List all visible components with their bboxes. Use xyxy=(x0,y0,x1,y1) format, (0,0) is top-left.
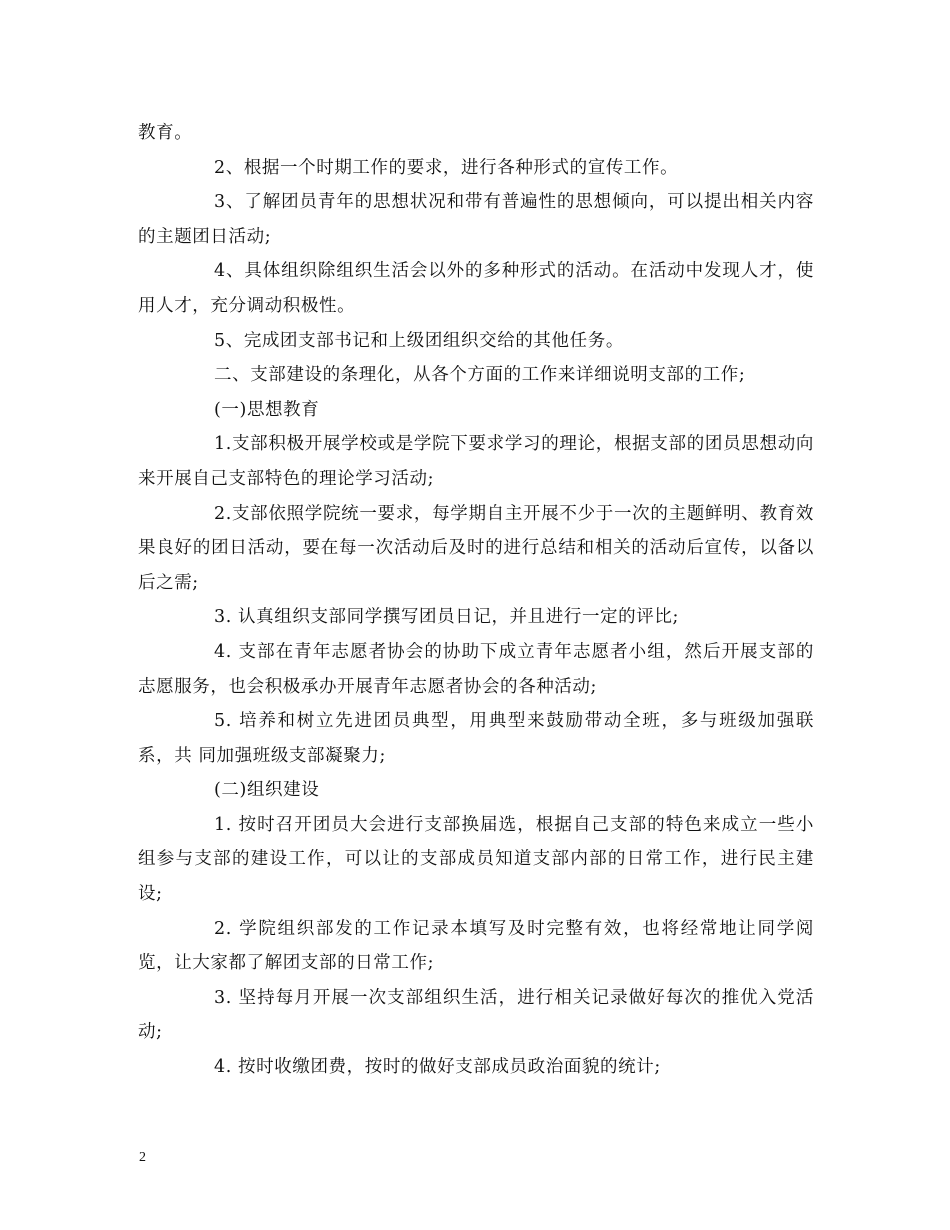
paragraph: 教育。 xyxy=(138,123,193,143)
paragraph: 5、完成团支部书记和上级团组织交给的其他任务。 xyxy=(214,330,624,351)
paragraph: 1. 按时召开团员大会进行支部换届选，根据自己支部的特色来成立一些小组参与支部的建设工作，可以让的支部成员知道支部内部的日常工作，进行民主建设; xyxy=(138,814,814,905)
paragraph: 3. 认真组织支部同学撰写团员日记，并且进行一定的评比; xyxy=(214,607,679,628)
paragraph: 2.支部依照学院统一要求，每学期自主开展不少于一次的主题鲜明、教育效果良好的团日活动，要在每一次活动后及时的进行总结和相关的活动后宣传，以备以后之需; xyxy=(138,503,814,593)
paragraph: 1.支部积极开展学校或是学院下要求学习的理论，根据支部的团员思想动向来开展自己支部特色的理论学习活动; xyxy=(138,434,814,489)
paragraph: 2、根据一个时期工作的要求，进行各种形式的宣传工作。 xyxy=(214,157,679,178)
document-body xyxy=(138,116,814,1085)
subsection-heading: (一)思想教育 xyxy=(214,399,320,420)
paragraph: 3、了解团员青年的思想状况和带有普遍性的思想倾向，可以提出相关内容的主题团日活动; xyxy=(138,192,814,247)
page-number: 2 xyxy=(139,1150,146,1165)
subsection-heading: (二)组织建设 xyxy=(214,780,320,801)
paragraph: 3. 坚持每月开展一次支部组织生活，进行相关记录做好每次的推优入党活动; xyxy=(138,987,814,1043)
paragraph: 2. 学院组织部发的工作记录本填写及时完整有效，也将经常地让同学阅览，让大家都了解团支部的日常工作; xyxy=(138,918,814,974)
paragraph: 4、具体组织除组织生活会以外的多种形式的活动。在活动中发现人才，使用人才，充分调动积极性。 xyxy=(138,261,814,316)
paragraph: 4. 按时收缴团费，按时的做好支部成员政治面貌的统计; xyxy=(214,1057,661,1078)
paragraph: 4. 支部在青年志愿者协会的协助下成立青年志愿者小组，然后开展支部的志愿服务，也会积极承办开展青年志愿者协会的各种活动; xyxy=(138,641,814,697)
paragraph: 5. 培养和树立先进团员典型，用典型来鼓励带动全班，多与班级加强联系，共 同加强班级支部凝聚力; xyxy=(138,711,814,766)
section-heading: 二、支部建设的条理化，从各个方面的工作来详细说明支部的工作; xyxy=(214,365,746,386)
